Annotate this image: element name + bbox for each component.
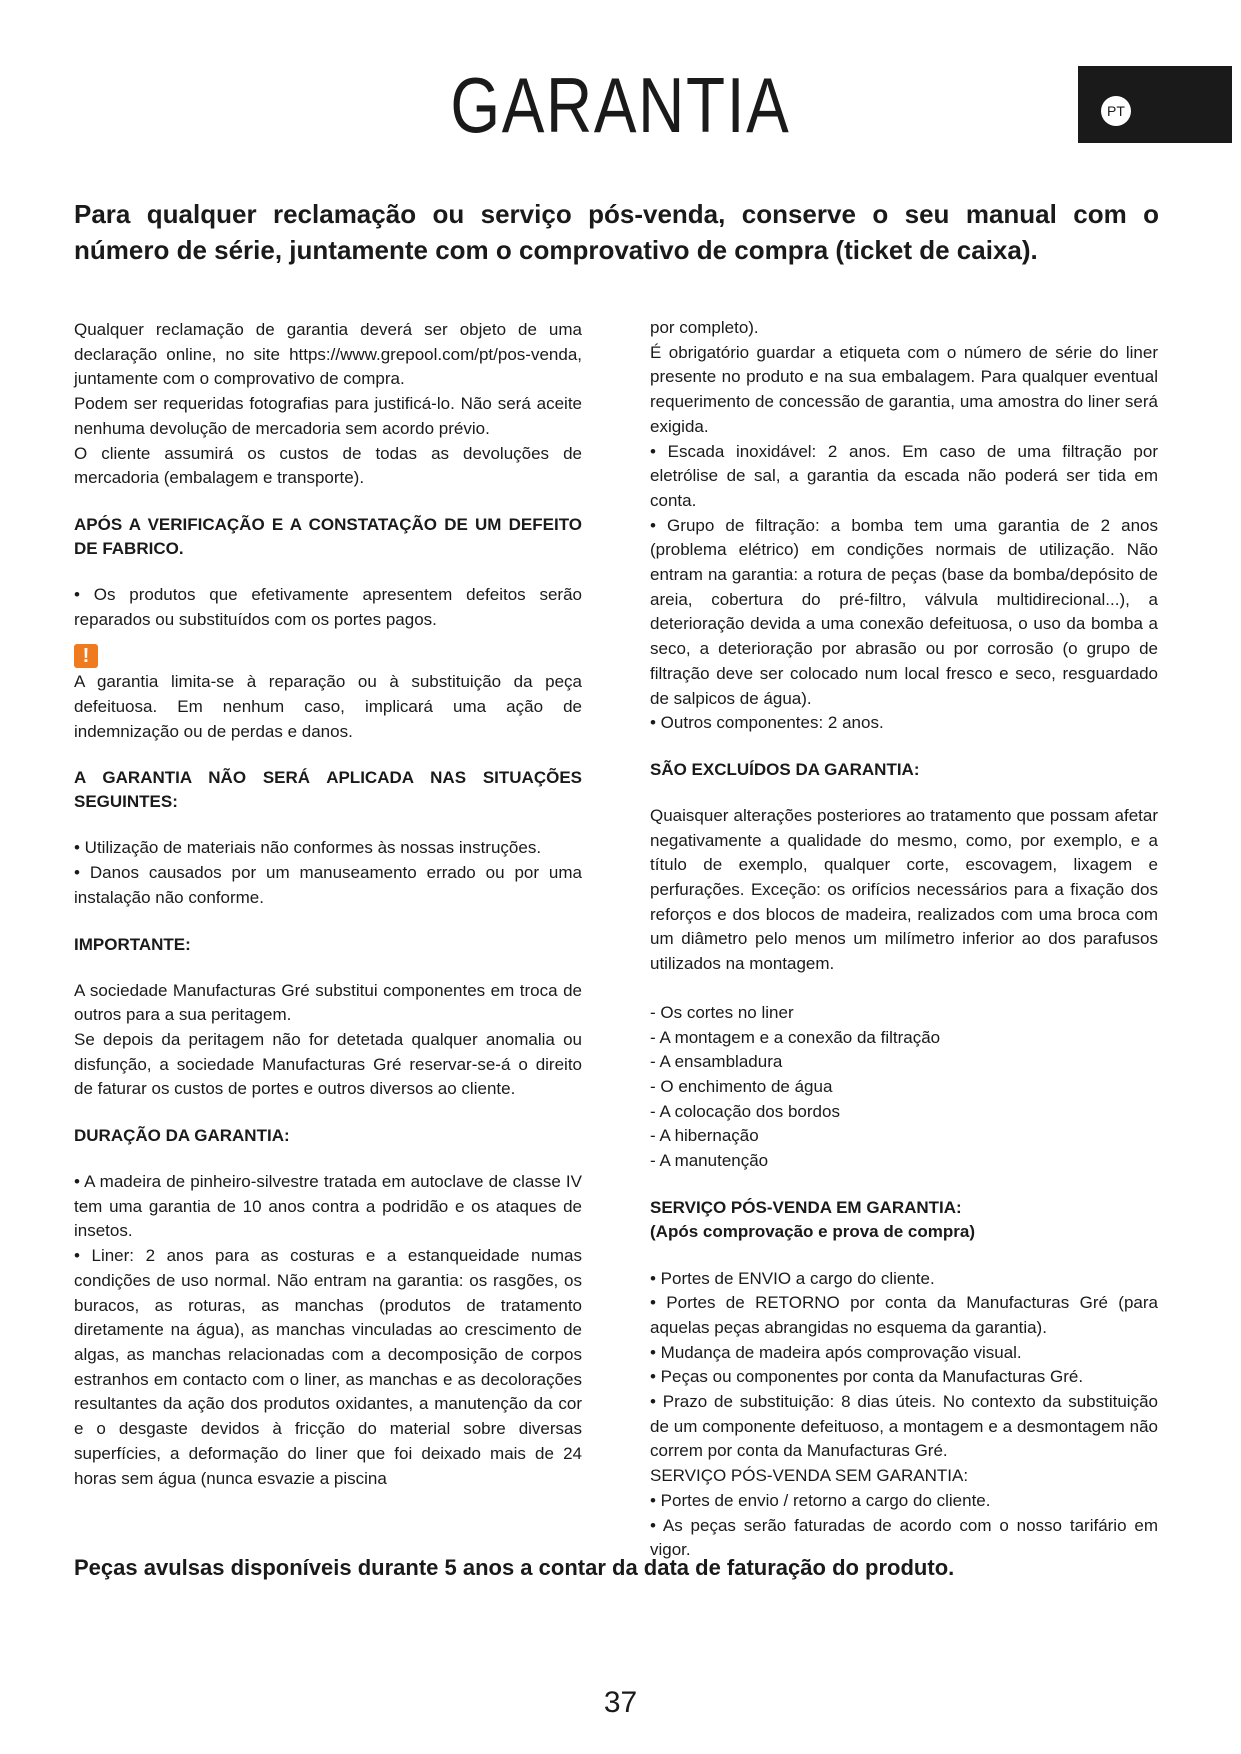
ladder-item: • Escada inoxidável: 2 anos. Em caso de uma filtração por eletrólise de sal, a garantia da escada não poderá ser tida em conta.: [650, 441, 1158, 510]
important-paragraph: A sociedade Manufacturas Gré substitui componentes em troca de outros para a sua peritagem.: [74, 980, 582, 1025]
spare-parts-note: Peças avulsas disponíveis durante 5 anos a contar da data de faturação do produto.: [74, 1555, 955, 1580]
not-applied-item: • Utilização de materiais não conformes às nossas instruções.: [74, 838, 542, 858]
important-paragraph: Se depois da peritagem não for detetada qualquer anomalia ou disfunção, a sociedade Manufacturas Gré reservar-se-á o direito de faturar os custos de portes e outros diversos ao cliente.: [74, 1029, 582, 1099]
service-item: • Portes de envio / retorno a cargo do cliente.: [650, 1490, 991, 1510]
label-paragraph: É obrigatório guardar a etiqueta com o número de série do liner presente no produto e na sua embalagem. Para qualquer eventual requerimento de concessão de garantia, uma amostra do liner será exigida.: [650, 342, 1158, 436]
page-title: GARANTIA: [450, 61, 791, 149]
service-heading: SERVIÇO PÓS-VENDA EM GARANTIA:: [650, 1197, 962, 1217]
warning-text: A garantia limita-se à reparação ou à substituição da peça defeituosa. Em nenhum caso, implicará uma ação de indemnização ou de perdas e danos.: [74, 672, 582, 741]
right-column: [650, 316, 1158, 1563]
other-components-item: • Outros componentes: 2 anos.: [650, 713, 884, 733]
important-heading: IMPORTANTE:: [74, 934, 191, 954]
liner-continuation: por completo).: [650, 318, 759, 337]
service-no-warranty-label: SERVIÇO PÓS-VENDA SEM GARANTIA:: [650, 1466, 969, 1486]
language-badge: PT: [1101, 96, 1131, 126]
intro-notice: Para qualquer reclamação ou serviço pós-venda, conserve o seu manual com o número de série, juntamente com o comprovativo de compra (ticket de caixa).: [74, 199, 1159, 265]
not-applied-heading: A GARANTIA NÃO SERÁ APLICADA NAS SITUAÇÕES SEGUINTES:: [74, 768, 582, 812]
service-item: • Peças ou componentes por conta da Manufacturas Gré.: [650, 1367, 1084, 1387]
defect-item: • Os produtos que efetivamente apresentem defeitos serão reparados ou substituídos com os portes pagos.: [74, 584, 582, 629]
warning-icon: !: [74, 644, 98, 668]
excluded-list-item: - Os cortes no liner: [650, 1002, 794, 1022]
claim-paragraph: Qualquer reclamação de garantia deverá ser objeto de uma declaração online, no site https://www.grepool.com/pt/pos-venda, juntamente com o comprovativo de compra.: [74, 320, 582, 389]
language-tab: [1078, 66, 1232, 143]
service-item: • Portes de ENVIO a cargo do cliente.: [650, 1268, 935, 1288]
service-item: • Prazo de substituição: 8 dias úteis. No contexto da substituição de um componente defeituoso, a montagem e a desmontagem não correm por conta da Manufacturas Gré.: [650, 1392, 1158, 1461]
excluded-heading: SÃO EXCLUÍDOS DA GARANTIA:: [650, 759, 920, 779]
photos-paragraph: Podem ser requeridas fotografias para justificá-lo. Não será aceite nenhuma devolução de mercadoria sem acordo prévio.: [74, 394, 582, 438]
excluded-list-item: - A colocação dos bordos: [650, 1101, 840, 1121]
excluded-list-item: - O enchimento de água: [650, 1076, 833, 1096]
duration-heading: DURAÇÃO DA GARANTIA:: [74, 1126, 290, 1146]
service-item: • Mudança de madeira após comprovação visual.: [650, 1342, 1022, 1362]
page-number: 37: [603, 1686, 638, 1719]
excluded-list-item: - A hibernação: [650, 1126, 759, 1146]
not-applied-item: • Danos causados por um manuseamento errado ou por uma instalação não conforme.: [74, 863, 582, 907]
service-subheading: (Após comprovação e prova de compra): [650, 1221, 975, 1241]
service-item: • Portes de RETORNO por conta da Manufacturas Gré (para aquelas peças abrangidas no esquema da garantia).: [650, 1293, 1158, 1337]
duration-item: • Liner: 2 anos para as costuras e a estanqueidade numas condições de uso normal. Não entram na garantia: os rasgões, os buracos, as roturas, as manchas (produtos de tratamento diretamente na água), as manchas vinculadas ao crescimento de algas, as manchas relacionadas com a decomposição de corpos estranhos em contacto com o liner, as manchas e as decolorações resultantes da ação dos produtos oxidantes, a manutenção da cor e o desgaste devidos à fricção do material sobre diversas superfícies, a deformação do liner que foi deixado mais de 24 horas sem água (nunca esvazie a piscina: [74, 1246, 582, 1488]
excluded-paragraph: Quaisquer alterações posteriores ao tratamento que possam afetar negativamente a qualidade do mesmo, como, por exemplo, e a título de exemplo, qualquer corte, escovagem, lixagem e perfurações. Exceção: os orifícios necessários para a fixação dos reforços e dos blocos de madeira, realizados com uma broca com um diâmetro pelo menos um milímetro inferior ao dos parafusos utilizados na montagem.: [650, 805, 1158, 974]
returns-paragraph: O cliente assumirá os custos de todas as devoluções de mercadoria (embalagem e transporte).: [74, 443, 582, 488]
service-item: • As peças serão faturadas de acordo com o nosso tarifário em vigor.: [650, 1515, 1158, 1560]
filtration-item: • Grupo de filtração: a bomba tem uma garantia de 2 anos (problema elétrico) em condições normais de utilização. Não entram na garantia: a rotura de peças (base da bomba/depósito de areia, cobertura do pré-filtro, válvula multidirecional...), a deterioração devida a uma conexão defeituosa, o uso da bomba a seco, a deterioração por abrasão ou por corrosão (o grupo de filtração deve ser colocado num local fresco e seco, resguardado de salpicos de água).: [650, 515, 1158, 708]
left-column: [74, 318, 582, 1491]
defect-heading: APÓS A VERIFICAÇÃO E A CONSTATAÇÃO DE UM DEFEITO DE FABRICO.: [74, 514, 582, 558]
excluded-list-item: - A ensambladura: [650, 1052, 783, 1072]
duration-item: • A madeira de pinheiro-silvestre tratada em autoclave de classe IV tem uma garantia de 10 anos contra a podridão e os ataques de insetos.: [74, 1172, 582, 1241]
excluded-list-item: - A montagem e a conexão da filtração: [650, 1027, 941, 1047]
excluded-list-item: - A manutenção: [650, 1151, 769, 1171]
